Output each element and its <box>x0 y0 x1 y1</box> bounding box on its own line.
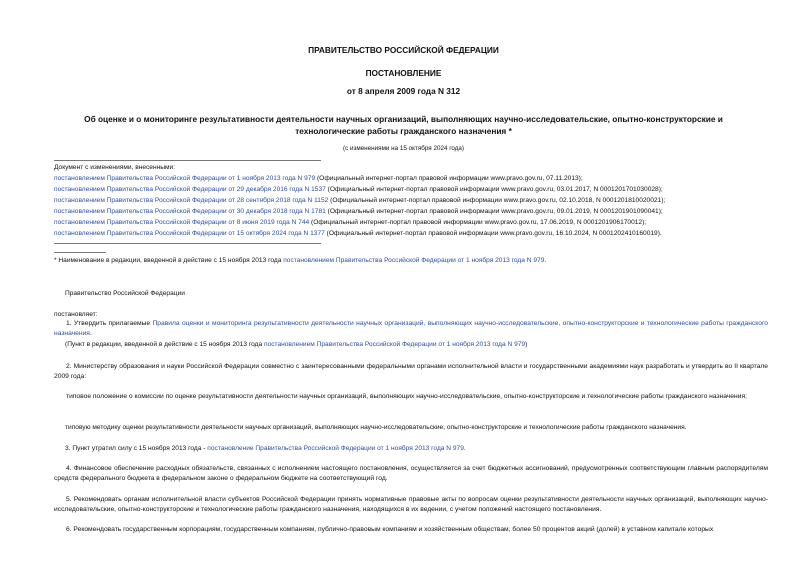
change-source: (Официальный интернет-портал правовой информации www.pravo.gov.ru, 16.10.2024, N 0001202410160019). <box>324 230 662 237</box>
government-heading: ПРАВИТЕЛЬСТВО РОССИЙСКОЙ ФЕДЕРАЦИИ <box>308 45 499 55</box>
changes-intro: Документ с изменениями, внесенными: <box>54 164 176 171</box>
change-item <box>54 175 583 183</box>
paragraph-2: 2. Министерству образования и науки Российской Федерации совместно с заинтересованными федеральными органами исполнительной власти и государственными академиями наук разработать и утвердить во II квартале 2009 года: <box>54 363 768 380</box>
change-source: (Официальный интернет-портал правовой информации www.pravo.gov.ru, 02.10.2018, N 0001201810020021); <box>328 197 666 204</box>
body-decides: постановляет: <box>54 311 98 318</box>
change-link[interactable]: постановлением Правительства Российской Федерации от 8 июня 2019 года N 744 <box>54 219 310 226</box>
footnote-divider <box>54 252 106 253</box>
document-title-line-1: Об оценке и о мониторинге результативности деятельности научных организаций, выполняющих научно-исследовательские, опытно-конструкторские и <box>84 114 723 124</box>
paragraph-5: 5. Рекомендовать органам исполнительной власти субъектов Российской Федерации принять нормативные правовые акты по вопросам оценки результативности деятельности научных организаций, выполняющих научно-исследовательские, опытно-конструкторские и технологические работы гражданского назначения, находящихся в их ведении, с учетом положений настоящего постановления. <box>54 496 768 513</box>
change-link[interactable]: постановлением Правительства Российской Федерации от 28 сентября 2018 года N 1152 <box>54 197 329 204</box>
change-source: (Официальный интернет-портал правовой информации www.pravo.gov.ru, 09.01.2019, N 0001201901090041); <box>325 208 663 215</box>
paragraph-3-text: 3. Пункт утратил силу с 15 ноября 2013 года - <box>65 445 208 452</box>
change-item <box>54 186 663 194</box>
paragraph-3 <box>65 445 466 453</box>
change-item <box>54 219 646 227</box>
paragraph-2b: типовую методику оценки результативности деятельности научных организаций, выполняющих научно-исследовательские, опытно-конструкторские и технологические работы гражданского назначения. <box>65 424 687 431</box>
document-type-heading: ПОСТАНОВЛЕНИЕ <box>365 68 442 78</box>
change-item <box>54 208 663 216</box>
change-item <box>54 230 662 238</box>
paragraph-4: 4. Финансовое обеспечение расходных обязательств, связанных с исполнением настоящего постановления, осуществляется за счет бюджетных ассигнований, предусмотренных соответствующим главным распорядителям средств федерального бюджета в федеральном законе о федеральном бюджете на соответствующий год. <box>54 465 768 482</box>
change-source: (Официальный интернет-портал правовой информации www.pravo.gov.ru, 17.06.2019, N 0001201906170012); <box>309 219 647 226</box>
paragraph-2a: типовое положение о комиссии по оценке результативности деятельности научных организаций, выполняющих научно-исследовательские, опытно-конструкторские и технологические работы гражданского назначения; <box>66 393 747 400</box>
footnote-text: * Наименование в редакции, введенной в действие с 15 ноября 2013 года <box>54 257 284 264</box>
change-source: (Официальный интернет-портал правовой информации www.pravo.gov.ru, 03.01.2017, N 0001201701030028); <box>325 186 663 193</box>
paragraph-1-note-end: ) <box>525 341 528 348</box>
paragraph-1-note-link[interactable]: постановлением Правительства Российской Федерации от 1 ноября 2013 года N 979 <box>263 341 526 348</box>
body-government: Правительство Российской Федерации <box>65 290 185 297</box>
paragraph-3-end: . <box>463 445 466 452</box>
paragraph-1-note <box>65 341 527 349</box>
paragraph-1-end: . <box>89 329 92 337</box>
paragraph-1 <box>54 319 768 338</box>
change-link[interactable]: постановлением Правительства Российской Федерации от 30 декабря 2018 года N 1781 <box>54 208 326 215</box>
change-item <box>54 197 665 205</box>
footnote-link[interactable]: постановлением Правительства Российской Федерации от 1 ноября 2013 года N 979 <box>283 257 545 264</box>
paragraph-1-text: 1. Утвердить прилагаемые <box>66 320 153 327</box>
changes-top-divider <box>54 160 321 161</box>
document-title-line-2: технологические работы гражданского назначения * <box>295 126 512 136</box>
paragraph-6: 6. Рекомендовать государственным корпорациям, государственным компаниям, публично-правовым компаниям и хозяйственным обществам, более 50 процентов акций (долей) в уставном капитале которых <box>66 526 714 533</box>
paragraph-3-link[interactable]: постановление Правительства Российской Федерации от 1 ноября 2013 года N 979 <box>207 445 464 452</box>
rules-link[interactable]: Правила оценки и мониторинга результативности деятельности научных организаций, выполняющих научно-исследовательские, опытно-конструкторские и технологические работы гражданского назначения <box>54 320 768 337</box>
paragraph-1-note-text: (Пункт в редакции, введенной в действие с 15 ноября 2013 года <box>65 341 264 348</box>
amendment-date-note: (с изменениями на 15 октября 2024 года) <box>342 145 465 152</box>
change-link[interactable]: постановлением Правительства Российской Федерации от 29 декабря 2016 года N 1537 <box>54 186 326 193</box>
change-link[interactable]: постановлением Правительства Российской Федерации от 1 ноября 2013 года N 979 <box>54 175 316 182</box>
changes-bottom-divider <box>54 243 321 244</box>
title-footnote <box>54 257 546 265</box>
footnote-end: . <box>544 257 547 264</box>
change-link[interactable]: постановлением Правительства Российской Федерации от 15 октября 2024 года N 1377 <box>54 230 325 237</box>
change-source: (Официальный интернет-портал правовой информации www.pravo.gov.ru, 07.11.2013); <box>315 175 583 182</box>
date-number-heading: от 8 апреля 2009 года N 312 <box>346 86 461 96</box>
